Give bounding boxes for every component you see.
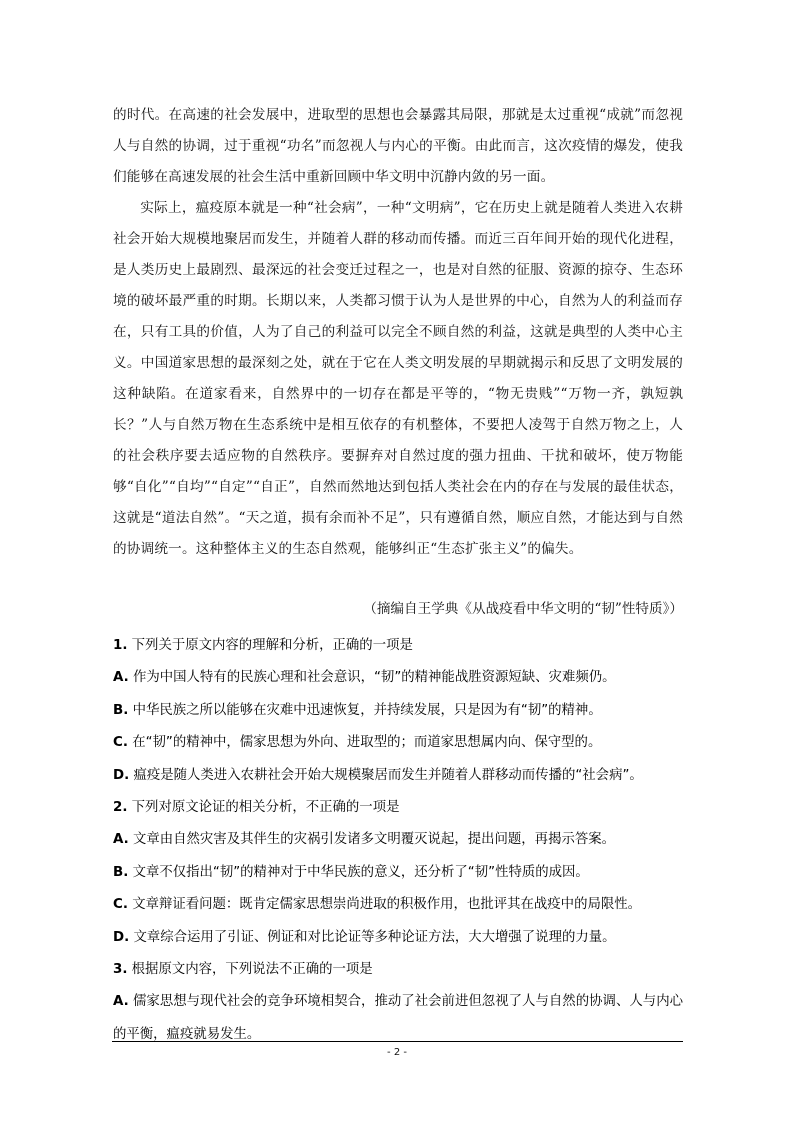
option-text: 文章不仅指出“韧”的精神对于中华民族的意义，还分析了“韧”性特质的成因。: [132, 864, 589, 880]
question-option: [113, 922, 683, 954]
question-option: [113, 727, 683, 759]
option-text: 儒家思想与现代社会的竞争环境相契合，推动了社会前进但忽视了人与自然的协调、人与内心的平衡，瘟疫就易发生。: [113, 994, 684, 1042]
option-letter: A.: [113, 832, 129, 848]
question-option: [113, 662, 683, 694]
question-option: [113, 824, 683, 856]
reading-passage: [113, 100, 683, 565]
footer-divider: [112, 1041, 683, 1042]
option-text: 瘟疫是随人类进入农耕社会开始大规模聚居而发生并随着人群移动而传播的“社会病”。: [133, 767, 643, 783]
question-number: 1.: [113, 638, 128, 653]
passage-source: （摘编自王学典《从战疫看中华文明的“韧”性特质》）: [363, 601, 683, 617]
question-option: [113, 695, 683, 727]
passage-paragraph: 的时代。在高速的社会发展中，进取型的思想也会暴露其局限，那就是太过重视“成就”而忽视人与自然的协调，过于重视“功名”而忽视人与内心的平衡。由此而言，这次疫情的爆发，使我们能够在高速发展的社会生活中重新回顾中华文明中沉静内敛的另一面。: [113, 107, 683, 185]
option-text: 文章综合运用了引证、例证和对比论证等多种论证方法，大大增强了说理的力量。: [133, 929, 616, 945]
question-stem: [113, 630, 683, 662]
option-letter: D.: [113, 929, 130, 945]
option-text: 在“韧”的精神中，儒家思想为外向、进取型的；而道家思想属内向、保守型的。: [132, 735, 602, 751]
question-number: 3.: [113, 962, 128, 978]
option-letter: C.: [113, 735, 128, 751]
page-number: - 2 -: [387, 1047, 407, 1058]
passage-paragraph: 实际上，瘟疫原本就是一种“社会病”，一种“文明病”，它在历史上就是随着人类进入农耕社会开始大规模地聚居而发生，并随着人群的移动而传播。而近三百年间开始的现代化进程，是人类历史上最剧烈、最深远的社会变迁过程之一，也是对自然的征服、资源的掠夺、生态环境的破坏最严重的时期。长期以来，人类都习惯于认为人是世界的中心，自然为人的利益而存在，只有工具的价值，人为了自己的利益可以完全不顾自然的利益，这就是典型的人类中心主义。中国道家思想的最深刻之处，就在于它在人类文明发展的早期就揭示和反思了文明发展的这种缺陷。在道家看来，自然界中的一切存在都是平等的，“物无贵贱”“万物一齐，孰短孰长？”人与自然万物在生态系统中是相互依存的有机整体，不要把人凌驾于自然万物之上，人的社会秩序要去适应物的自然秩序。要摒弃对自然过度的强力扭曲、干扰和破坏，使万物能够“自化”“自均”“自定”“自正”，自然而然地达到包括人类社会在内的存在与发展的最佳状态，这就是“道法自然”。“天之道，损有余而补不足”，只有遵循自然，顺应自然，才能达到与自然的协调统一。这种整体主义的生态自然观，能够纠正“生态扩张主义”的偏失。: [113, 200, 683, 557]
question-option: [113, 857, 683, 889]
option-letter: B.: [113, 702, 129, 718]
question-3: [113, 954, 683, 1051]
question-text: 下列对原文论证的相关分析，不正确的一项是: [131, 800, 400, 816]
option-letter: B.: [113, 864, 129, 880]
option-letter: A.: [113, 994, 129, 1010]
question-stem: [113, 954, 683, 986]
option-text: 作为中国人特有的民族心理和社会意识，“韧”的精神能战胜资源短缺、灾难频仍。: [132, 670, 616, 686]
question-option: [113, 760, 683, 792]
option-text: 中华民族之所以能够在灾难中迅速恢复，并持续发展，只是因为有“韧”的精神。: [132, 702, 602, 718]
question-number: 2.: [113, 800, 128, 816]
question-text: 根据原文内容，下列说法不正确的一项是: [131, 962, 373, 978]
question-2: [113, 792, 683, 954]
question-text: 下列关于原文内容的理解和分析，正确的一项是: [131, 638, 413, 653]
question-stem: [113, 792, 683, 824]
question-1: [113, 630, 683, 792]
option-text: 文章由自然灾害及其伴生的灾祸引发诸多文明覆灭说起，提出问题，再揭示答案。: [132, 832, 616, 848]
option-letter: A.: [113, 670, 129, 686]
question-option: [113, 889, 683, 921]
option-text: 文章辩证看问题：既肯定儒家思想崇尚进取的积极作用，也批评其在战疫中的局限性。: [132, 897, 642, 913]
question-section: [113, 630, 683, 1051]
option-letter: D.: [113, 767, 130, 783]
option-letter: C.: [113, 897, 128, 913]
